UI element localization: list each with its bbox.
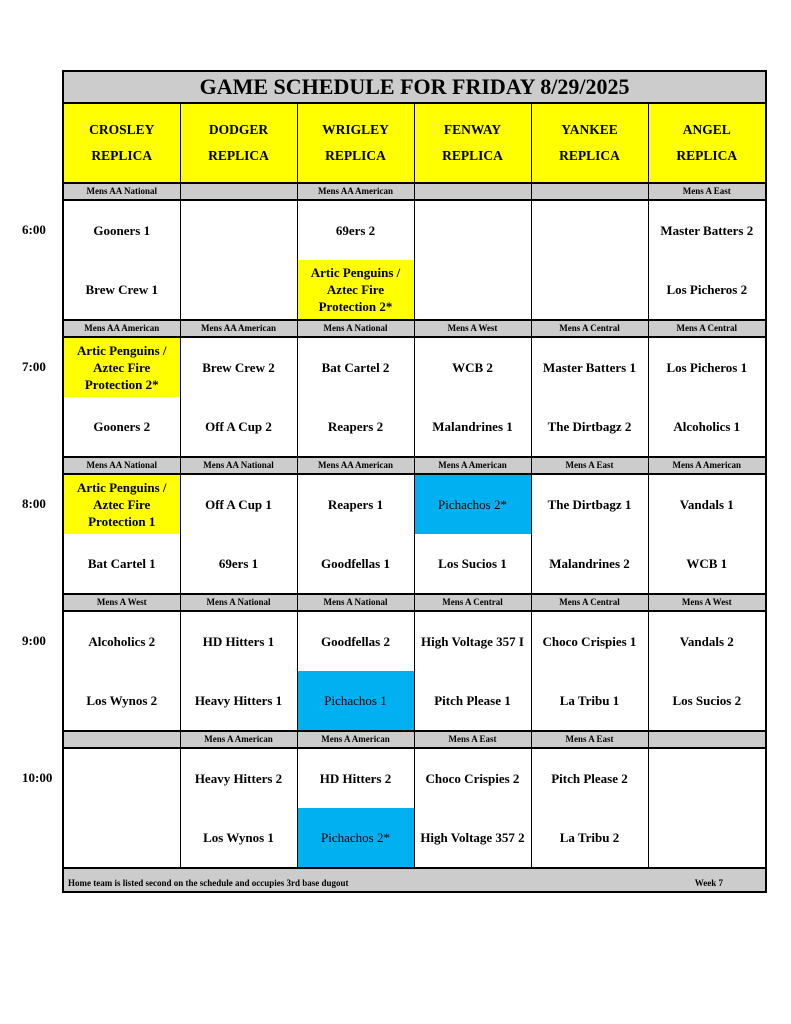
division-row bbox=[63, 731, 766, 748]
team-cell: Reapers 1 bbox=[297, 474, 414, 534]
team-cell bbox=[180, 260, 297, 320]
team-cell: Los Picheros 1 bbox=[648, 337, 766, 397]
field-name: DODGER bbox=[208, 122, 269, 137]
division-label: Mens A American bbox=[180, 731, 297, 748]
field-type: REPLICA bbox=[325, 148, 386, 163]
team-cell bbox=[63, 808, 180, 868]
division-label: Mens AA National bbox=[63, 457, 180, 474]
field-header bbox=[180, 103, 297, 183]
division-label bbox=[414, 183, 531, 200]
game-row bbox=[63, 260, 766, 320]
division-label: Mens AA American bbox=[297, 183, 414, 200]
team-cell: Pitch Please 2 bbox=[531, 748, 648, 808]
team-cell: Los Sucios 2 bbox=[648, 671, 766, 731]
team-cell: Brew Crew 1 bbox=[63, 260, 180, 320]
division-label: Mens A West bbox=[414, 320, 531, 337]
division-label: Mens AA National bbox=[63, 183, 180, 200]
game-row bbox=[63, 808, 766, 868]
team-cell: Reapers 2 bbox=[297, 397, 414, 457]
division-row bbox=[63, 183, 766, 200]
title-row bbox=[63, 71, 766, 103]
team-cell: The Dirtbagz 2 bbox=[531, 397, 648, 457]
team-cell bbox=[414, 260, 531, 320]
division-label: Mens A National bbox=[180, 594, 297, 611]
division-label bbox=[180, 183, 297, 200]
team-cell: Alcoholics 2 bbox=[63, 611, 180, 671]
division-label bbox=[531, 183, 648, 200]
division-label: Mens AA American bbox=[297, 457, 414, 474]
division-label: Mens A East bbox=[531, 457, 648, 474]
game-row bbox=[63, 397, 766, 457]
field-header bbox=[648, 103, 766, 183]
team-cell: Pichachos 1 bbox=[297, 671, 414, 731]
division-label: Mens A Central bbox=[648, 320, 766, 337]
division-label: Mens A American bbox=[414, 457, 531, 474]
division-label: Mens A American bbox=[297, 731, 414, 748]
week-label: Week 7 bbox=[694, 878, 724, 888]
team-cell: Off A Cup 1 bbox=[180, 474, 297, 534]
division-label: Mens A West bbox=[63, 594, 180, 611]
team-cell bbox=[531, 200, 648, 260]
time-label: 6:00 bbox=[22, 222, 46, 237]
team-cell: Goodfellas 1 bbox=[297, 534, 414, 594]
division-label: Mens A Central bbox=[531, 594, 648, 611]
team-cell bbox=[531, 260, 648, 320]
time-label: 9:00 bbox=[22, 633, 46, 648]
division-row bbox=[63, 457, 766, 474]
team-cell: La Tribu 2 bbox=[531, 808, 648, 868]
game-row bbox=[63, 611, 766, 671]
division-label: Mens AA American bbox=[180, 320, 297, 337]
team-cell: 69ers 2 bbox=[297, 200, 414, 260]
time-label: 8:00 bbox=[22, 496, 46, 511]
team-cell: Master Batters 2 bbox=[648, 200, 766, 260]
team-cell bbox=[63, 748, 180, 808]
game-row bbox=[63, 474, 766, 534]
team-cell: Los Picheros 2 bbox=[648, 260, 766, 320]
division-label: Mens A Central bbox=[414, 594, 531, 611]
field-name: FENWAY bbox=[443, 122, 502, 137]
team-cell: Los Wynos 2 bbox=[63, 671, 180, 731]
game-row bbox=[63, 748, 766, 808]
team-cell: High Voltage 357 2 bbox=[414, 808, 531, 868]
team-cell: Gooners 1 bbox=[63, 200, 180, 260]
field-header bbox=[63, 103, 180, 183]
team-cell: Vandals 1 bbox=[648, 474, 766, 534]
game-row bbox=[63, 200, 766, 260]
team-cell: Artic Penguins / Aztec Fire Protection 2* bbox=[297, 260, 414, 320]
team-cell: Master Batters 1 bbox=[531, 337, 648, 397]
field-type: REPLICA bbox=[676, 148, 738, 163]
field-name: CROSLEY bbox=[89, 122, 155, 137]
division-label bbox=[63, 731, 180, 748]
field-header bbox=[414, 103, 531, 183]
team-cell bbox=[180, 200, 297, 260]
team-cell: Heavy Hitters 1 bbox=[180, 671, 297, 731]
game-row bbox=[63, 337, 766, 397]
field-header-row bbox=[63, 103, 766, 183]
team-cell: Pitch Please 1 bbox=[414, 671, 531, 731]
team-cell: WCB 2 bbox=[414, 337, 531, 397]
field-type: REPLICA bbox=[442, 148, 503, 163]
field-header bbox=[531, 103, 648, 183]
field-type: REPLICA bbox=[208, 148, 269, 163]
field-name: WRIGLEY bbox=[322, 122, 389, 137]
field-name: YANKEE bbox=[561, 122, 618, 137]
team-cell: 69ers 1 bbox=[180, 534, 297, 594]
division-label: Mens A East bbox=[414, 731, 531, 748]
team-cell: Bat Cartel 1 bbox=[63, 534, 180, 594]
team-cell: Los Wynos 1 bbox=[180, 808, 297, 868]
team-cell bbox=[648, 748, 766, 808]
game-row bbox=[63, 671, 766, 731]
team-cell: Brew Crew 2 bbox=[180, 337, 297, 397]
team-cell: Alcoholics 1 bbox=[648, 397, 766, 457]
home-team-note: Home team is listed second on the schedule and occupies 3rd base dugout bbox=[68, 878, 349, 888]
team-cell: High Voltage 357 I bbox=[414, 611, 531, 671]
division-label: Mens A East bbox=[648, 183, 766, 200]
team-cell: Gooners 2 bbox=[63, 397, 180, 457]
field-type: REPLICA bbox=[559, 148, 620, 163]
team-cell: Choco Crispies 2 bbox=[414, 748, 531, 808]
team-cell: Bat Cartel 2 bbox=[297, 337, 414, 397]
team-cell: La Tribu 1 bbox=[531, 671, 648, 731]
team-cell: Choco Crispies 1 bbox=[531, 611, 648, 671]
team-cell bbox=[648, 808, 766, 868]
division-label: Mens A Central bbox=[531, 320, 648, 337]
team-cell: Pichachos 2* bbox=[414, 474, 531, 534]
field-header bbox=[297, 103, 414, 183]
division-label: Mens A National bbox=[297, 320, 414, 337]
division-row bbox=[63, 320, 766, 337]
team-cell: Malandrines 2 bbox=[531, 534, 648, 594]
footer-cell bbox=[63, 868, 766, 892]
team-cell: Malandrines 1 bbox=[414, 397, 531, 457]
team-cell: Heavy Hitters 2 bbox=[180, 748, 297, 808]
division-label: Mens AA National bbox=[180, 457, 297, 474]
team-cell: HD Hitters 1 bbox=[180, 611, 297, 671]
division-label: Mens A American bbox=[648, 457, 766, 474]
division-row bbox=[63, 594, 766, 611]
team-cell: HD Hitters 2 bbox=[297, 748, 414, 808]
team-cell: Off A Cup 2 bbox=[180, 397, 297, 457]
division-label: Mens AA American bbox=[63, 320, 180, 337]
team-cell bbox=[414, 200, 531, 260]
game-row bbox=[63, 534, 766, 594]
team-cell: The Dirtbagz 1 bbox=[531, 474, 648, 534]
time-label: 7:00 bbox=[22, 359, 46, 374]
division-label: Mens A West bbox=[648, 594, 766, 611]
team-cell: Pichachos 2* bbox=[297, 808, 414, 868]
schedule-table bbox=[62, 70, 767, 893]
footer-row bbox=[63, 868, 766, 892]
time-label: 10:00 bbox=[22, 770, 53, 785]
division-label: Mens A East bbox=[531, 731, 648, 748]
team-cell: Artic Penguins / Aztec Fire Protection 1 bbox=[63, 474, 180, 534]
team-cell: Goodfellas 2 bbox=[297, 611, 414, 671]
team-cell: Vandals 2 bbox=[648, 611, 766, 671]
division-label: Mens A National bbox=[297, 594, 414, 611]
team-cell: WCB 1 bbox=[648, 534, 766, 594]
schedule-title: GAME SCHEDULE FOR FRIDAY 8/29/2025 bbox=[63, 71, 766, 103]
division-label bbox=[648, 731, 766, 748]
team-cell: Los Sucios 1 bbox=[414, 534, 531, 594]
field-type: REPLICA bbox=[91, 148, 153, 163]
team-cell: Artic Penguins / Aztec Fire Protection 2* bbox=[63, 337, 180, 397]
field-name: ANGEL bbox=[682, 122, 731, 137]
